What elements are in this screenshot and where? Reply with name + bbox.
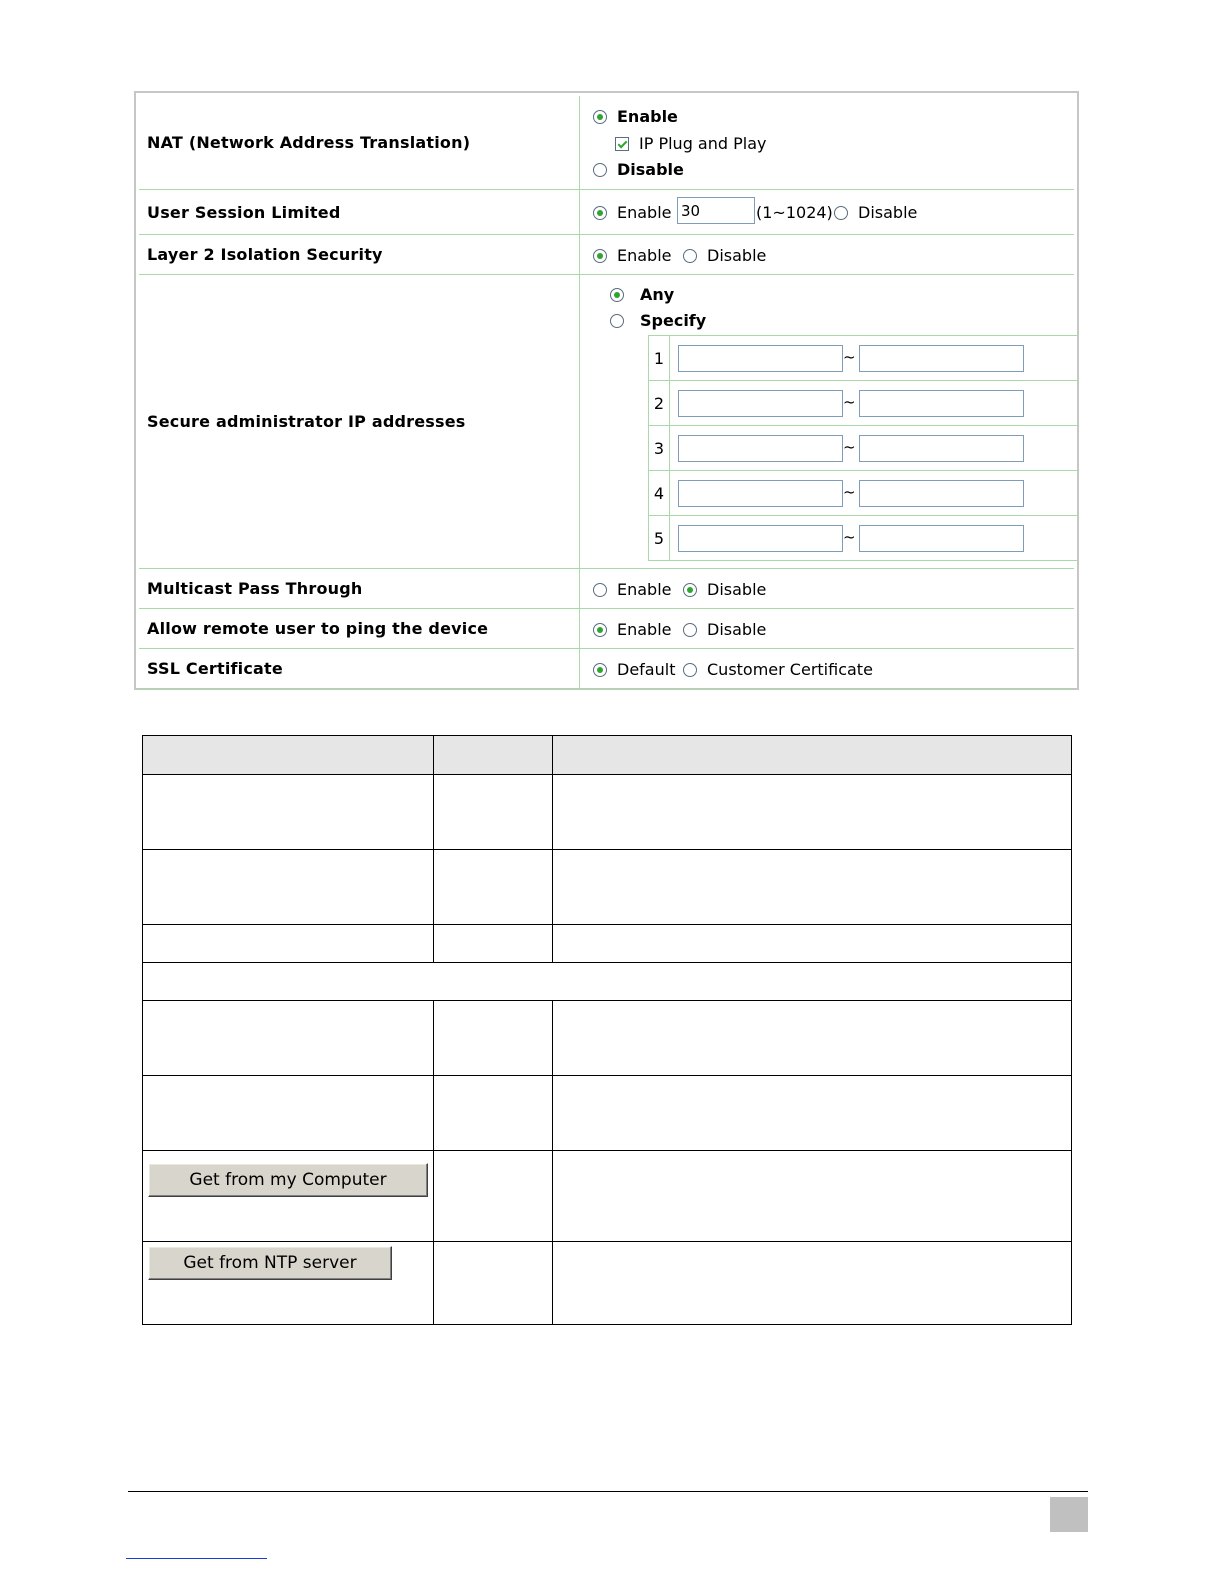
table-cell xyxy=(143,850,434,925)
table-row xyxy=(143,1076,1072,1151)
ip-end-input[interactable] xyxy=(859,435,1024,462)
nat-enable-radio[interactable] xyxy=(593,110,607,124)
ping-enable-text: Enable xyxy=(617,620,672,639)
table-cell xyxy=(434,925,553,963)
table-row xyxy=(143,775,1072,850)
table-section-cell xyxy=(143,963,1072,1001)
secure-specify-text: Specify xyxy=(640,311,707,330)
ip-separator: ~ xyxy=(843,483,856,501)
ip-range-row xyxy=(649,471,1077,516)
ip-end-input[interactable] xyxy=(859,525,1024,552)
session-enable-option[interactable] xyxy=(593,203,672,222)
ssl-default-option[interactable] xyxy=(593,660,675,679)
ssl-row xyxy=(139,649,1074,689)
nat-enable-text: Enable xyxy=(617,107,678,126)
table-header-cell xyxy=(434,736,553,775)
ip-range-row xyxy=(649,516,1077,561)
ip-separator: ~ xyxy=(843,393,856,411)
ip-separator: ~ xyxy=(843,348,856,366)
multicast-enable-text: Enable xyxy=(617,580,672,599)
layer2-disable-radio[interactable] xyxy=(683,249,697,263)
table-row xyxy=(143,1001,1072,1076)
table-cell xyxy=(434,1076,553,1151)
ip-start-input[interactable] xyxy=(678,480,843,507)
ip-start-input[interactable] xyxy=(678,525,843,552)
layer2-disable-text: Disable xyxy=(707,246,767,265)
ping-row xyxy=(139,609,1074,649)
table-cell xyxy=(553,925,1072,963)
table-cell xyxy=(434,1242,553,1325)
multicast-disable-option[interactable] xyxy=(683,580,766,599)
ip-end-input[interactable] xyxy=(859,390,1024,417)
ip-range-row xyxy=(649,336,1077,381)
session-enable-radio[interactable] xyxy=(593,206,607,220)
nat-row xyxy=(139,96,1074,190)
table-section-row xyxy=(143,963,1072,1001)
page-number-box xyxy=(1050,1497,1088,1532)
multicast-label: Multicast Pass Through xyxy=(139,569,580,608)
ip-start-input[interactable] xyxy=(678,435,843,462)
table-row xyxy=(143,1151,1072,1242)
layer2-row xyxy=(139,235,1074,275)
table-cell xyxy=(553,1242,1072,1325)
table-cell xyxy=(553,775,1072,850)
table-cell xyxy=(143,1076,434,1151)
table-cell xyxy=(143,775,434,850)
ping-label: Allow remote user to ping the device xyxy=(139,609,580,648)
ip-row-number: 1 xyxy=(649,336,670,380)
ip-plug-text: IP Plug and Play xyxy=(639,134,767,153)
ip-row-number: 3 xyxy=(649,426,670,470)
session-enable-text: Enable xyxy=(617,203,672,222)
secure-any-radio[interactable] xyxy=(610,288,624,302)
table-cell xyxy=(143,925,434,963)
ssl-custom-text: Customer Certificate xyxy=(707,660,873,679)
footer-link-underline[interactable] xyxy=(126,1558,267,1559)
ssl-label: SSL Certificate xyxy=(139,649,580,688)
secure-any-text: Any xyxy=(640,285,675,304)
ping-disable-text: Disable xyxy=(707,620,767,639)
ip-range-row xyxy=(649,381,1077,426)
nat-disable-radio[interactable] xyxy=(593,163,607,177)
table-row xyxy=(143,925,1072,963)
secure-ip-row xyxy=(139,275,1074,569)
ip-end-input[interactable] xyxy=(859,345,1024,372)
table-cell xyxy=(434,850,553,925)
get-from-ntp-button[interactable]: Get from NTP server xyxy=(148,1246,392,1280)
ip-separator: ~ xyxy=(843,438,856,456)
ip-row-number: 4 xyxy=(649,471,670,515)
session-range: (1~1024) xyxy=(756,203,833,222)
table-cell xyxy=(434,775,553,850)
table-row xyxy=(143,850,1072,925)
session-label: User Session Limited xyxy=(139,190,580,234)
layer2-disable-option[interactable] xyxy=(683,246,766,265)
get-from-computer-button[interactable]: Get from my Computer xyxy=(148,1163,428,1197)
secure-specify-radio[interactable] xyxy=(610,314,624,328)
ip-end-input[interactable] xyxy=(859,480,1024,507)
ping-enable-radio[interactable] xyxy=(593,623,607,637)
ssl-default-radio[interactable] xyxy=(593,663,607,677)
table-cell xyxy=(143,1242,434,1325)
layer2-enable-radio[interactable] xyxy=(593,249,607,263)
secure-any-option[interactable] xyxy=(610,285,674,304)
ssl-custom-option[interactable] xyxy=(683,660,873,679)
secure-specify-option[interactable] xyxy=(610,311,706,330)
ssl-custom-radio[interactable] xyxy=(683,663,697,677)
ip-separator: ~ xyxy=(843,528,856,546)
table-header-row xyxy=(143,736,1072,775)
reference-table xyxy=(142,735,1072,1325)
table-row xyxy=(143,1242,1072,1325)
ip-plug-option[interactable] xyxy=(615,134,766,153)
ping-disable-radio[interactable] xyxy=(683,623,697,637)
table-cell xyxy=(553,850,1072,925)
session-disable-text: Disable xyxy=(858,203,918,222)
table-cell xyxy=(553,1151,1072,1242)
table-cell xyxy=(553,1076,1072,1151)
multicast-enable-option[interactable] xyxy=(593,580,672,599)
nat-disable-option[interactable] xyxy=(593,160,684,179)
ip-range-table xyxy=(648,335,1077,561)
table-cell xyxy=(553,1001,1072,1076)
ssl-default-text: Default xyxy=(617,660,676,679)
ip-plug-checkbox[interactable] xyxy=(615,137,629,151)
session-limit-input[interactable] xyxy=(677,197,755,224)
nat-label: NAT (Network Address Translation) xyxy=(139,96,580,189)
table-cell xyxy=(143,1151,434,1242)
multicast-enable-radio[interactable] xyxy=(593,583,607,597)
nat-enable-option[interactable] xyxy=(593,107,678,126)
multicast-disable-text: Disable xyxy=(707,580,767,599)
multicast-row xyxy=(139,569,1074,609)
secure-ip-label: Secure administrator IP addresses xyxy=(139,275,580,568)
table-cell xyxy=(434,1001,553,1076)
table-header-cell xyxy=(553,736,1072,775)
session-disable-option[interactable] xyxy=(834,203,917,222)
table-cell xyxy=(434,1151,553,1242)
footer-rule xyxy=(128,1491,1088,1492)
session-disable-radio[interactable] xyxy=(834,206,848,220)
table-header-cell xyxy=(143,736,434,775)
ip-start-input[interactable] xyxy=(678,345,843,372)
multicast-disable-radio[interactable] xyxy=(683,583,697,597)
ip-row-number: 2 xyxy=(649,381,670,425)
ip-start-input[interactable] xyxy=(678,390,843,417)
settings-panel xyxy=(134,91,1079,690)
layer2-enable-text: Enable xyxy=(617,246,672,265)
ip-row-number: 5 xyxy=(649,516,670,560)
nat-disable-text: Disable xyxy=(617,160,684,179)
table-cell xyxy=(143,1001,434,1076)
ip-range-row xyxy=(649,426,1077,471)
layer2-enable-option[interactable] xyxy=(593,246,672,265)
ping-disable-option[interactable] xyxy=(683,620,766,639)
ping-enable-option[interactable] xyxy=(593,620,672,639)
session-row xyxy=(139,190,1074,235)
layer2-label: Layer 2 Isolation Security xyxy=(139,235,580,274)
